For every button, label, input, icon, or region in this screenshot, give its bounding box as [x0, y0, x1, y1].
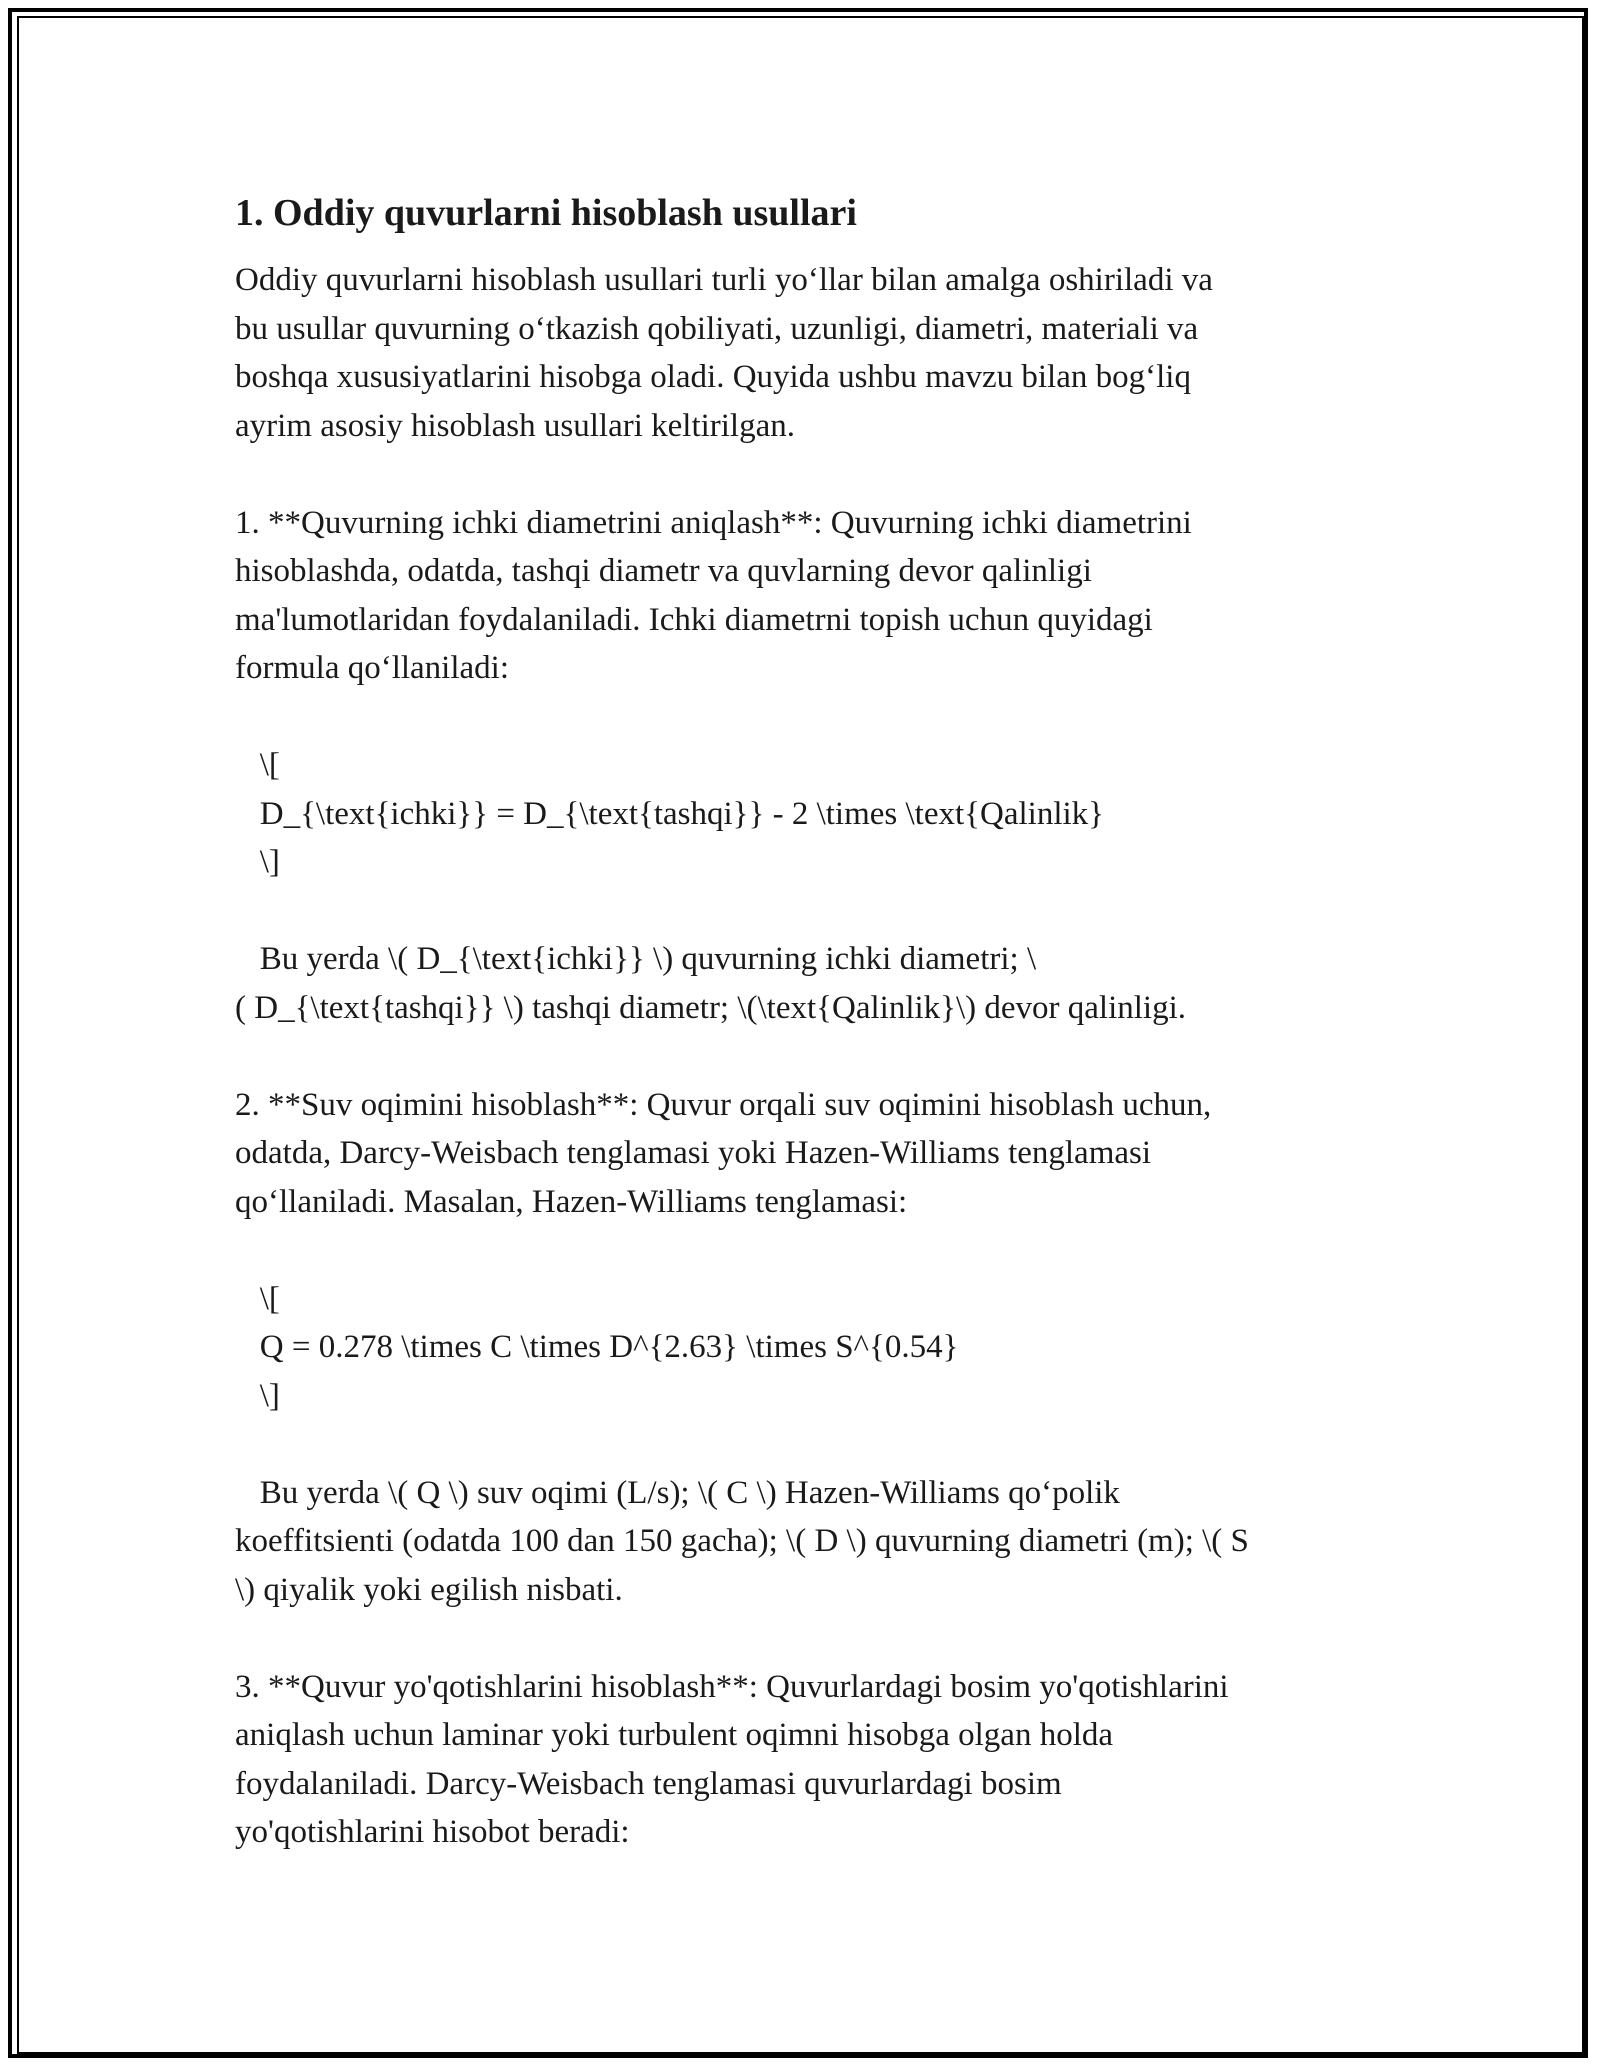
section-heading: 1. Oddiy quvurlarni hisoblash usullari	[235, 192, 857, 234]
paragraph-gap	[235, 887, 1370, 936]
paragraph-gap	[235, 693, 1370, 742]
item-2-paragraph: 2. **Suv oqimini hisoblash**: Quvur orqali suv oqimini hisoblash uchun, odatda, Darcy-Weisbach tenglamasi yoki Hazen-Williams tenglamasi qoʻllaniladi. Masalan, Hazen-Williams tenglamasi:	[235, 1086, 1212, 1220]
paragraph-gap	[235, 1226, 1370, 1275]
item-3-paragraph: 3. **Quvur yo'qotishlarini hisoblash**: Quvurlardagi bosim yo'qotishlarini aniqlash uchun laminar yoki turbulent oqimni hisobga olgan holda foydalaniladi. Darcy-Weisbach tenglamasi quvurlardagi bosim yo'qotishlarini hisobot beradi:	[235, 1668, 1229, 1850]
formula-2-explanation: Bu yerda \( Q \) suv oqimi (L/s); \( C \) Hazen-Williams qoʻpolik koeffitsienti (odatda 100 dan 150 gacha); \( D \) quvurning diametri (m); \( S \) qiyalik yoki egilish nisbati.	[235, 1474, 1249, 1608]
paragraph-gap	[235, 450, 1370, 499]
item-1-paragraph: 1. **Quvurning ichki diametrini aniqlash**: Quvurning ichki diametrini hisoblashda, odatda, tashqi diametr va quvlarning devor qalinligi ma'lumotlaridan foydalaniladi. Ichki diametrni topish uchun quyidagi formula qoʻllaniladi:	[235, 504, 1192, 686]
formula-1: \[ D_{\text{ichki}} = D_{\text{tashqi}} - 2 \times \text{Qalinlik} \]	[259, 747, 1104, 880]
paragraph-gap	[235, 1032, 1370, 1081]
intro-paragraph: Oddiy quvurlarni hisoblash usullari turli yoʻllar bilan amalga oshiriladi va bu usullar quvurning oʻtkazish qobiliyati, uzunligi, diametri, materiali va boshqa xususiyatlarini hisobga oladi. Quyida ushbu mavzu bilan bogʻliq ayrim asosiy hisoblash usullari keltirilgan.	[235, 262, 1213, 444]
formula-1-explanation: Bu yerda \( D_{\text{ichki}} \) quvurning ichki diametri; \ ( D_{\text{tashqi}} \) tashqi diametr; \(\text{Qalinlik}\) devor qalinligi.	[235, 941, 1187, 1026]
document-body	[235, 185, 1370, 1857]
formula-2: \[ Q = 0.278 \times C \times D^{2.63} \times S^{0.54} \]	[259, 1280, 959, 1414]
paragraph-gap	[235, 1420, 1370, 1469]
paragraph-gap	[235, 1614, 1370, 1663]
